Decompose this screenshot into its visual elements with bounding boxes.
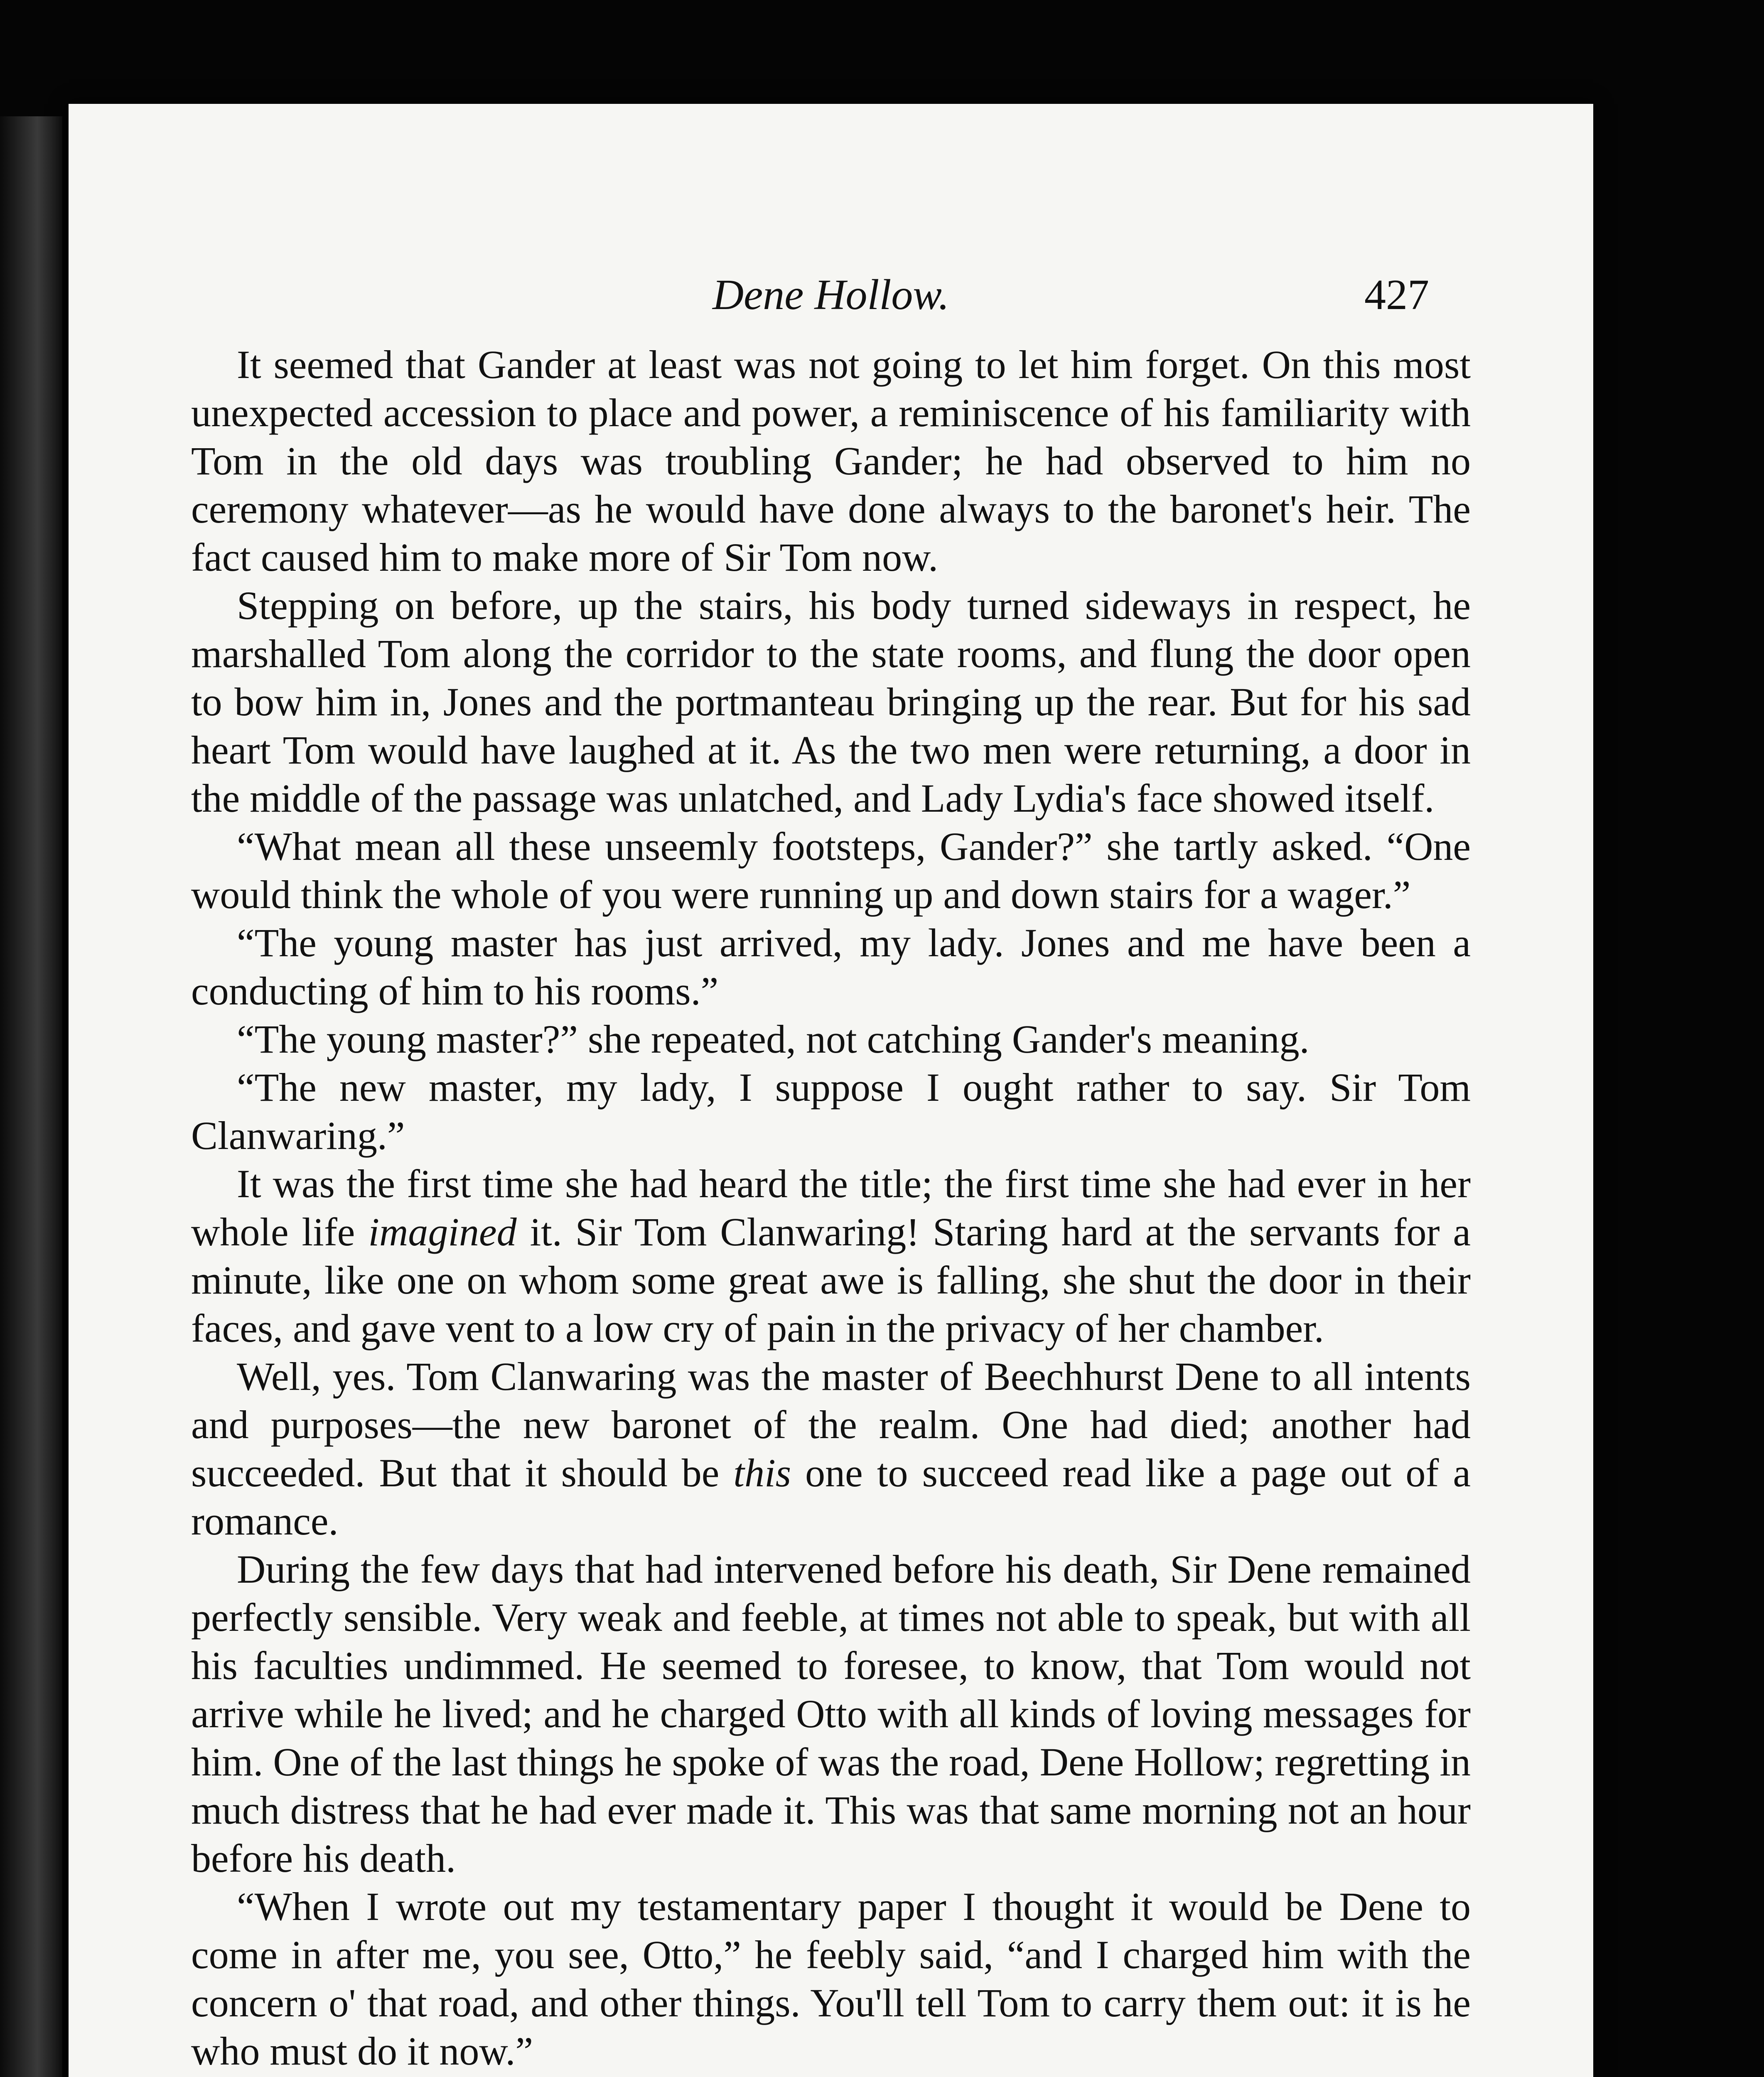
- page-title: Dene Hollow.: [712, 271, 949, 319]
- paragraph: [191, 2075, 1471, 2077]
- paragraph: “The young master?” she repeated, not catching Gander's meaning.: [237, 1017, 1309, 1061]
- emphasis: this: [733, 1451, 791, 1495]
- paragraph-text: Well, yes. Tom Clanwaring was the master of Beechhurst Dene to all intents and purposes—the new baronet of the realm. One had died; another had succeeded. But that it should be: [191, 1354, 1471, 1495]
- paragraph: “When I wrote out my testamentary paper I thought it would be Dene to come in after me, you see, Otto,” he feebly said, “and I charged him with the concern o' that road, and other things. You'll tell Tom to carry them out: it is he who must do it now.”: [191, 1884, 1471, 2073]
- paragraph-text: It was the first time she had heard the title; the first time she had ever in her whole life: [191, 1161, 1471, 1254]
- running-head: [69, 270, 1593, 345]
- paragraph: “The new master, my lady, I suppose I ought rather to say. Sir Tom Clanwaring.”: [191, 1065, 1471, 1158]
- paragraph: [191, 1353, 1471, 1545]
- book-page: [69, 104, 1593, 2077]
- paragraph: Stepping on before, up the stairs, his body turned sideways in respect, he marshalled Tom along the corridor to the state rooms, and flung the door open to bow him in, Jones and the portmanteau bringing up the rear. But for his sad heart Tom would have laughed at it. As the two men were returning, a door in the middle of the passage was unlatched, and Lady Lydia's face showed itself.: [191, 583, 1471, 820]
- paragraph: During the few days that had intervened before his death, Sir Dene remained perfectly sensible. Very weak and feeble, at times not able to speak, but with all his faculties undimmed. He seemed to foresee, to know, that Tom would not arrive while he lived; and he charged Otto with all kinds of loving messages for him. One of the last things he spoke of was the road, Dene Hollow; regretting in much distress that he had ever made it. This was that same morning not an hour before his death.: [191, 1547, 1471, 1881]
- paragraph: “What mean all these unseemly footsteps, Gander?” she tartly asked. “One would think the whole of you were running up and down stairs for a wager.”: [191, 824, 1471, 917]
- adjacent-page-edge: [0, 116, 62, 2077]
- emphasis: imagined: [368, 1210, 517, 1254]
- paragraph: “The young master has just arrived, my lady. Jones and me have been a conducting of him to his rooms.”: [191, 921, 1471, 1013]
- paragraph-text: it. Sir Tom Clanwaring! Staring hard at the servants for a minute, like one on whom some great awe is falling, she shut the door in their faces, and gave vent to a low cry of pain in the privacy of her chamber.: [191, 1210, 1471, 1350]
- paragraph: It seemed that Gander at least was not going to let him forget. On this most unexpected accession to place and power, a reminiscence of his familiarity with Tom in the old days was troubling Gander; he had observed to him no ceremony whatever—as he would have done always to the baronet's heir. The fact caused him to make more of Sir Tom now.: [191, 342, 1471, 579]
- page-number: 427: [1364, 271, 1429, 319]
- body-text: [191, 341, 1471, 2077]
- paragraph: [191, 1160, 1471, 1353]
- paragraph-text: one to succeed read like a page out of a romance.: [191, 1451, 1471, 1543]
